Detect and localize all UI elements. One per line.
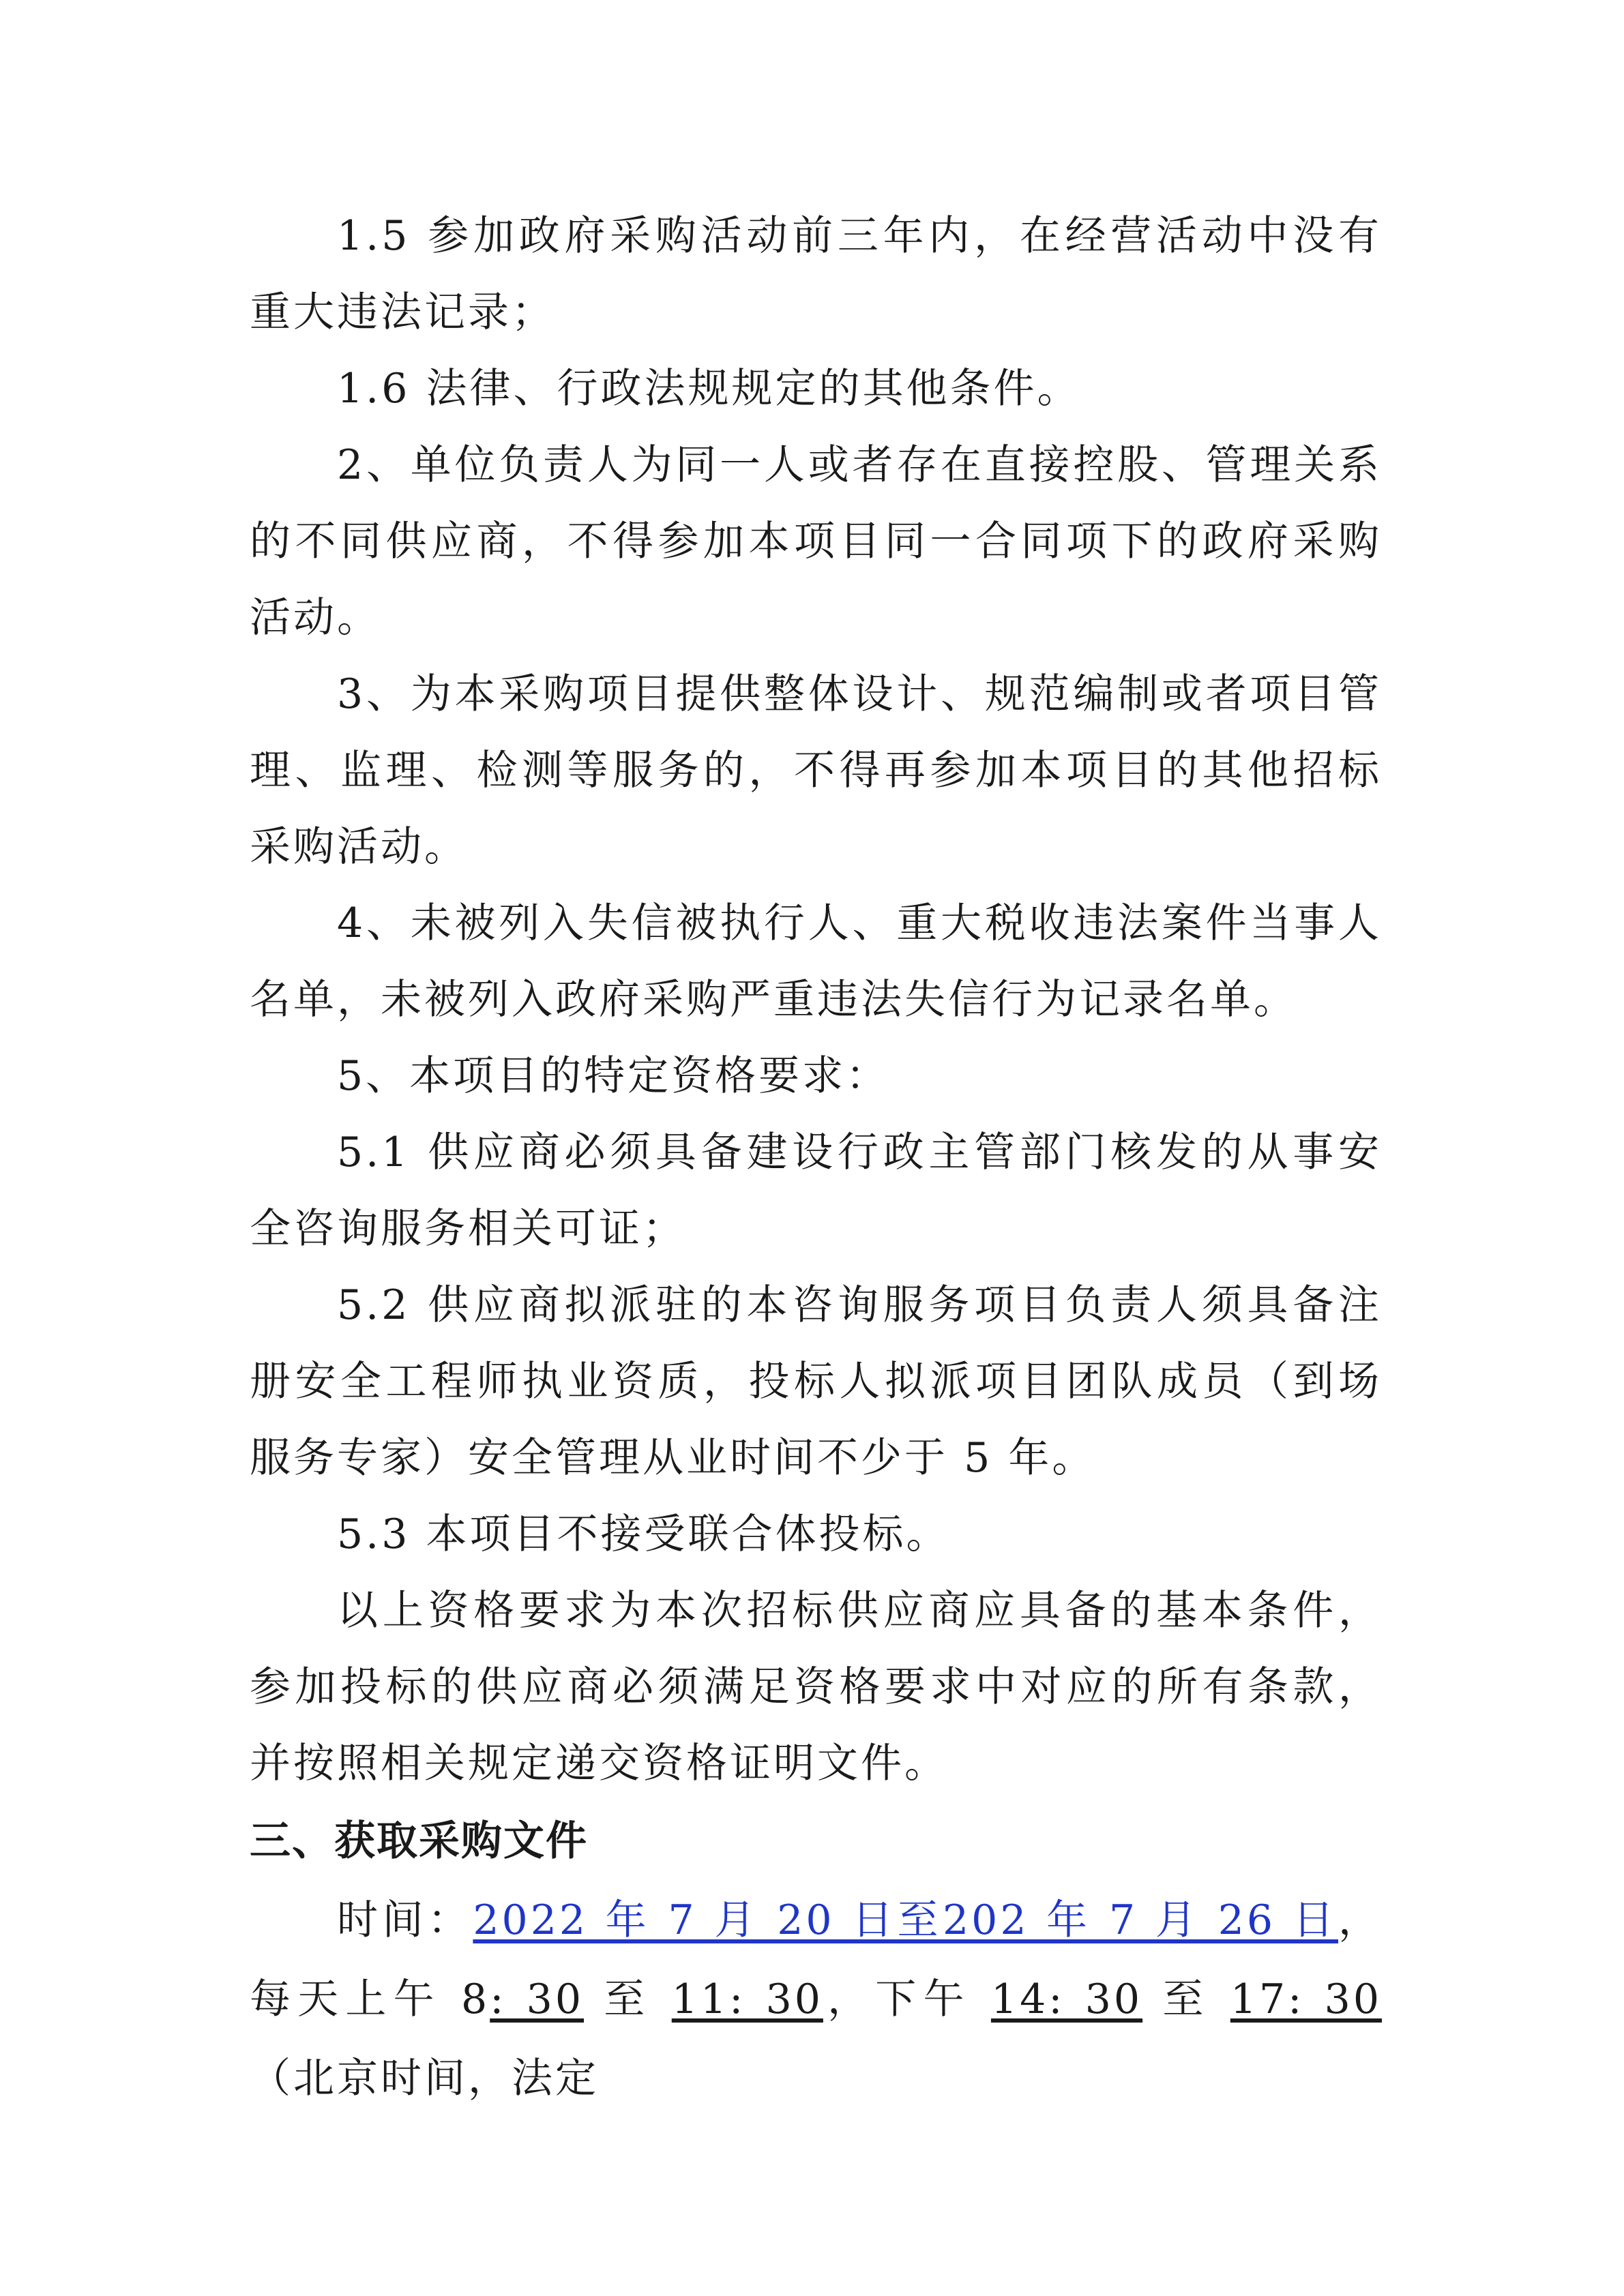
paragraph-3: 3、为本采购项目提供整体设计、规范编制或者项目管理、监理、检测等服务的，不得再参加本项目的其他招标采购活动。 — [250, 670, 1382, 871]
time-label: 时间： — [337, 1896, 473, 1944]
end-date-link[interactable]: 202 年 7 月 26 日 — [943, 1896, 1339, 1944]
paragraph-5-2: 5.2 供应商拟派驻的本咨询服务项目负责人须具备注册安全工程师执业资质，投标人拟派项目团队成员（到场服务专家）安全管理从业时间不少于 5 年。 — [250, 1281, 1382, 1482]
pm-end-time: 17: 30 — [1230, 1976, 1382, 2023]
paragraph-5-1: 5.1 供应商必须具备建设行政主管部门核发的从事安全咨询服务相关可证； — [250, 1129, 1382, 1253]
start-date-link[interactable]: 2022 年 7 月 20 日 — [473, 1896, 898, 1944]
date-separator[interactable]: 至 — [897, 1896, 943, 1944]
am-start-hour: 8 — [461, 1976, 490, 2023]
paragraph-qualification-summary: 以上资格要求为本次招标供应商应具备的基本条件，参加投标的供应商必须满足资格要求中对应的所有条款，并按照相关规定递交资格证明文件。 — [250, 1587, 1382, 1787]
paragraph-2: 2、单位负责人为同一人或者存在直接控股、管理关系的不同供应商，不得参加本项目同一合同项下的政府采购活动。 — [250, 441, 1382, 642]
pm-label: ，下午 — [823, 1976, 991, 2023]
to-text-2: 至 — [1142, 1976, 1230, 2023]
time-paragraph — [250, 1881, 1382, 2118]
paragraph-1-5: 1.5 参加政府采购活动前三年内，在经营活动中没有重大违法记录； — [250, 212, 1382, 336]
to-text-1: 至 — [584, 1976, 672, 2023]
am-end-time: 11: 30 — [671, 1976, 823, 2023]
pm-start-time: 14: 30 — [990, 1976, 1143, 2023]
am-start-minutes: : 30 — [490, 1976, 585, 2023]
paragraph-4: 4、未被列入失信被执行人、重大税收违法案件当事人名单，未被列入政府采购严重违法失信行为记录名单。 — [250, 899, 1382, 1024]
time-tail-text: （北京时间，法定 — [250, 2055, 599, 2102]
section-heading: 三、获取采购文件 — [250, 1817, 588, 1865]
paragraph-1-6: 1.6 法律、行政法规规定的其他条件。 — [337, 365, 1081, 413]
paragraph-5: 5、本项目的特定资格要求： — [337, 1052, 890, 1100]
document-page — [250, 198, 1382, 2118]
daily-text: ，每天上午 — [250, 1896, 1383, 2023]
paragraph-5-3: 5.3 本项目不接受联合体投标。 — [337, 1510, 950, 1558]
